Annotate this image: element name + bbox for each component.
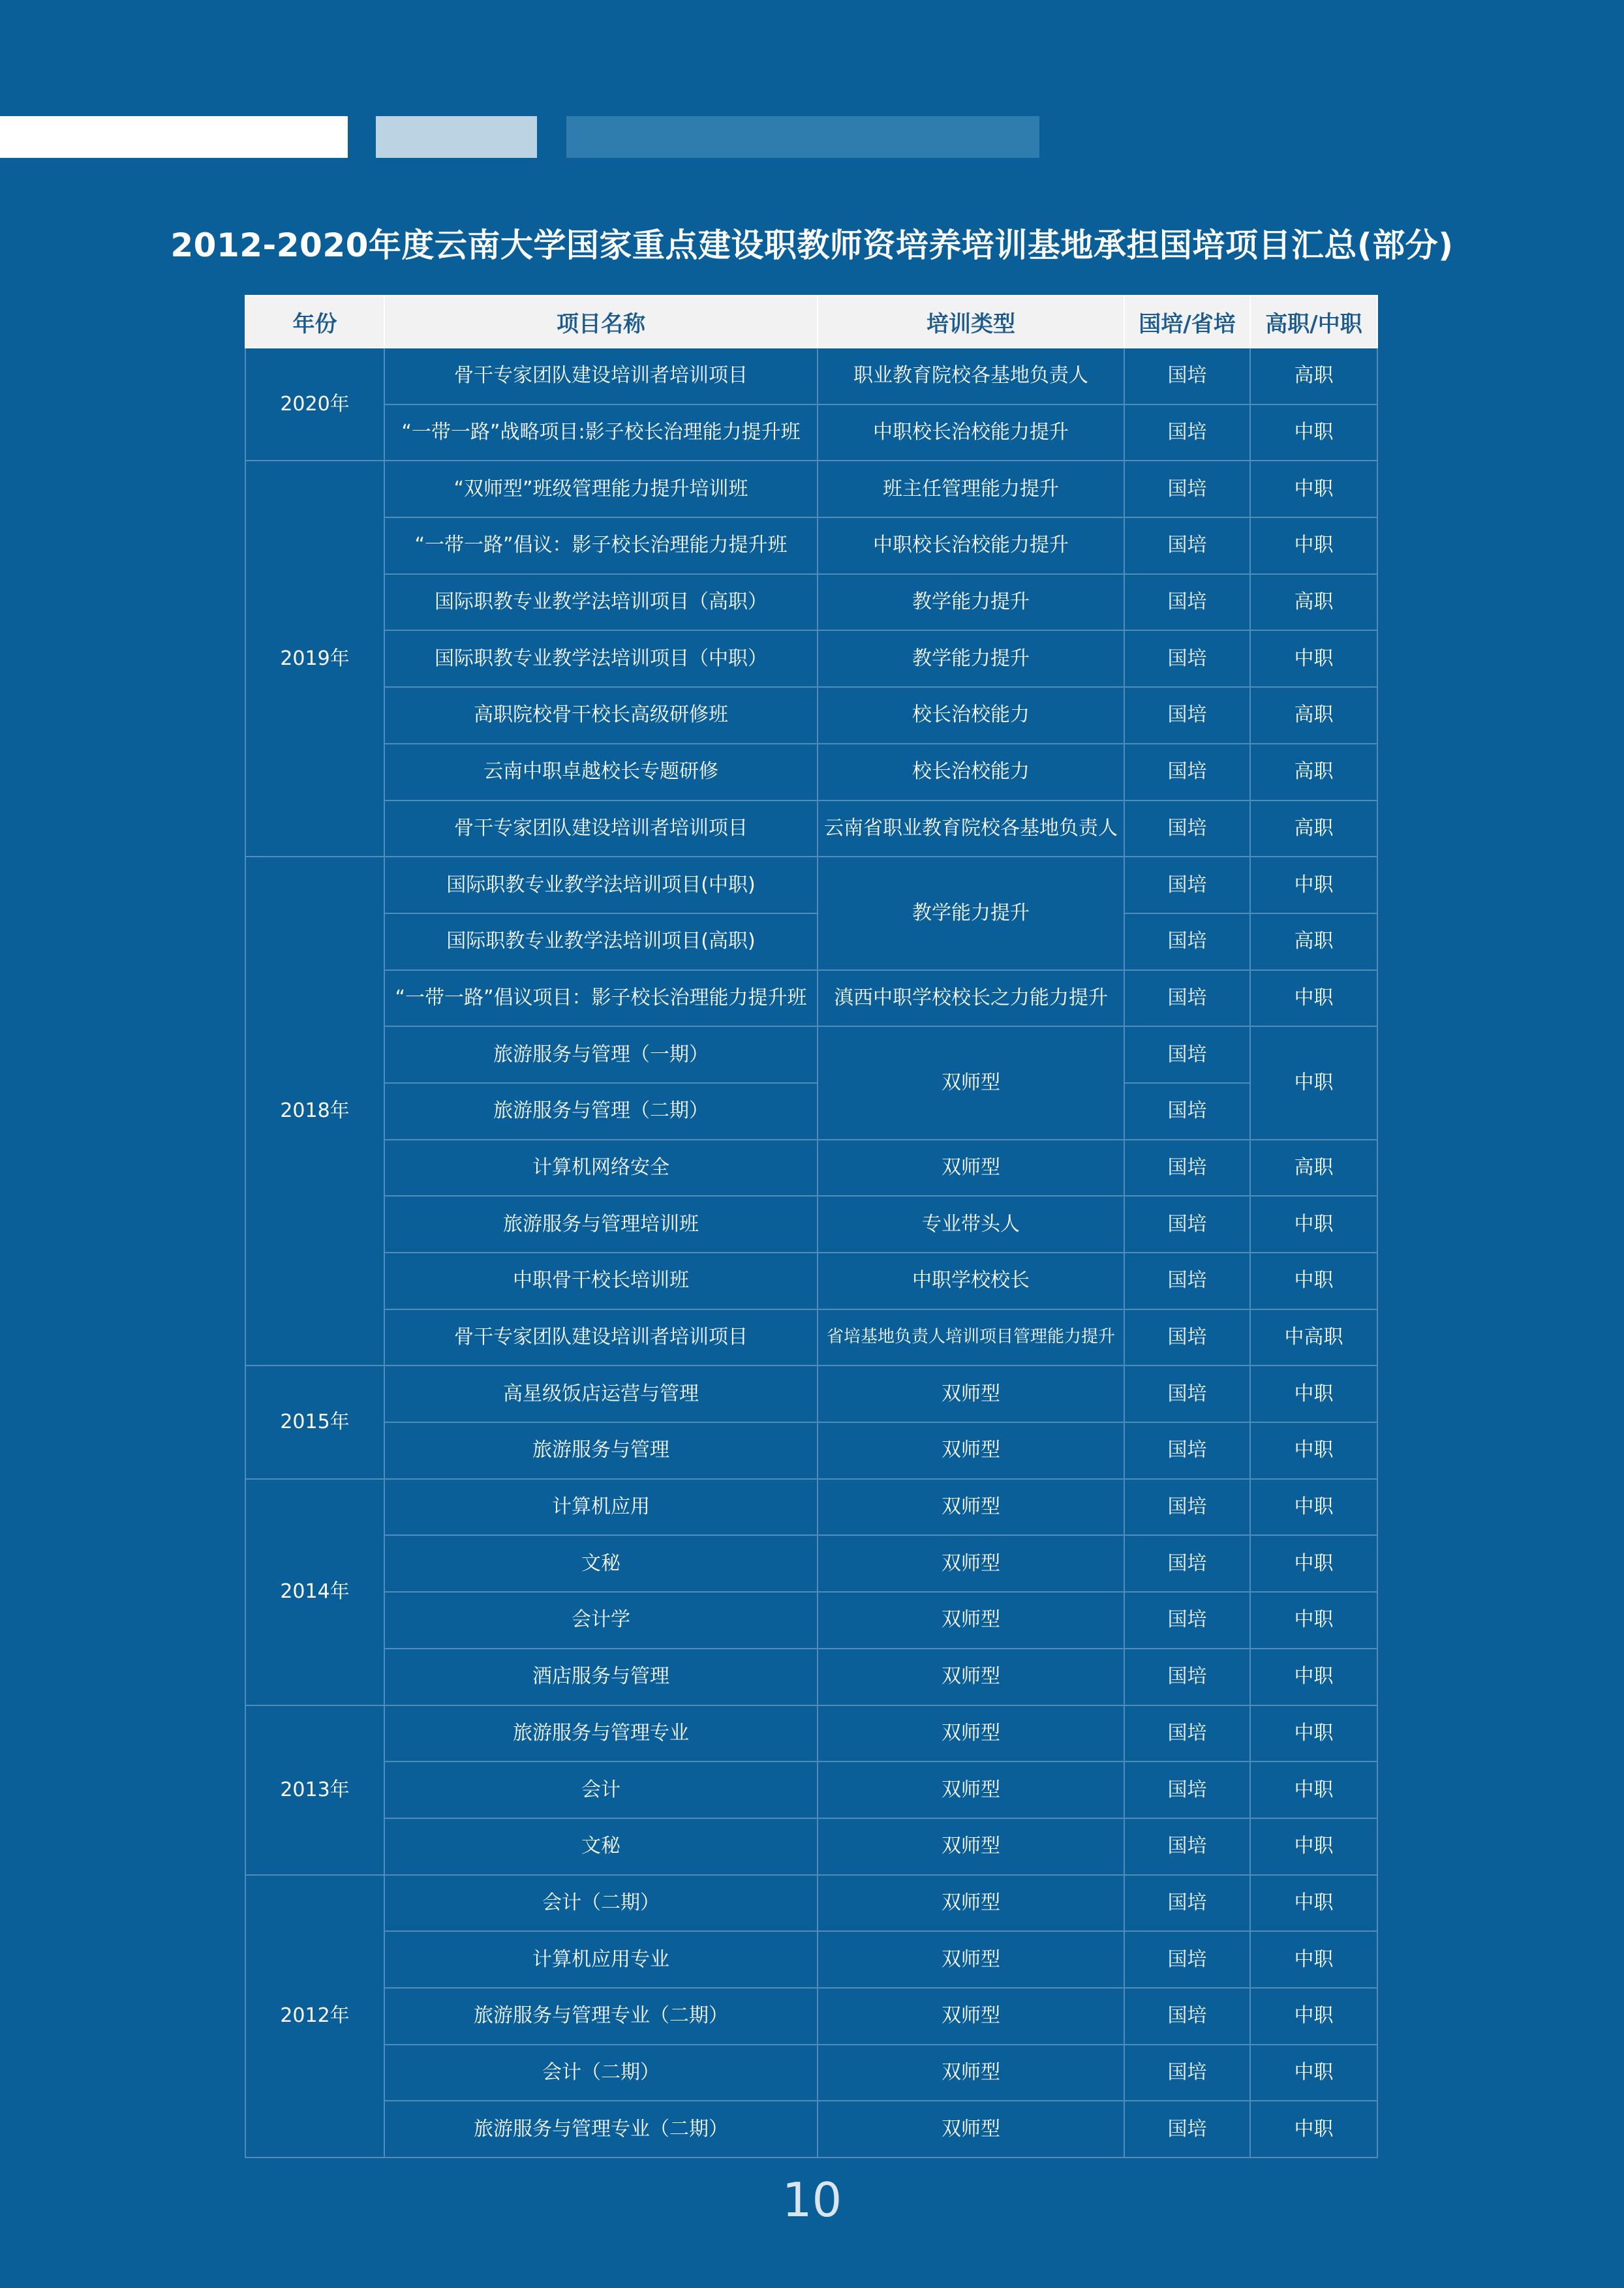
level-cell: 中职 (1250, 1479, 1377, 1536)
training-type-cell: 中职学校校长 (818, 1253, 1124, 1309)
table-row (245, 1422, 1377, 1479)
national-provincial-cell: 国培 (1124, 1479, 1250, 1536)
training-type-cell: 教学能力提升 (818, 630, 1124, 687)
national-provincial-cell: 国培 (1124, 1140, 1250, 1197)
training-type-cell: 双师型 (818, 1026, 1124, 1139)
header-bar-white (0, 116, 348, 158)
project-name-cell: 文秘 (384, 1818, 818, 1875)
table-row (245, 1253, 1377, 1309)
table-row (245, 1705, 1377, 1762)
table-row (245, 1535, 1377, 1592)
training-type-cell: 中职校长治校能力提升 (818, 517, 1124, 574)
level-cell: 高职 (1250, 574, 1377, 631)
level-cell: 中职 (1250, 1649, 1377, 1705)
training-type-cell: 双师型 (818, 1875, 1124, 1932)
level-cell: 中职 (1250, 1253, 1377, 1309)
training-type-cell: 双师型 (818, 1535, 1124, 1592)
table-header-row (245, 296, 1377, 348)
header-year: 年份 (245, 296, 384, 348)
header-level: 高职/中职 (1250, 296, 1377, 348)
national-provincial-cell: 国培 (1124, 574, 1250, 631)
level-cell: 中职 (1250, 1365, 1377, 1422)
training-type-cell: 省培基地负责人培训项目管理能力提升 (818, 1309, 1124, 1366)
level-cell: 中职 (1250, 461, 1377, 517)
year-cell: 2014年 (245, 1479, 384, 1705)
project-name-cell: 计算机网络安全 (384, 1140, 818, 1197)
table-row (245, 1140, 1377, 1197)
project-name-cell: 国际职教专业教学法培训项目（高职） (384, 574, 818, 631)
project-name-cell: 文秘 (384, 1535, 818, 1592)
header-national-provincial: 国培/省培 (1124, 296, 1250, 348)
table-row (245, 461, 1377, 517)
project-name-cell: “双师型”班级管理能力提升培训班 (384, 461, 818, 517)
table-row (245, 970, 1377, 1027)
table-row (245, 801, 1377, 857)
level-cell: 中职 (1250, 2045, 1377, 2101)
table-row (245, 1026, 1377, 1083)
projects-table (245, 295, 1378, 2158)
table-row (245, 1196, 1377, 1253)
header-bar-mid (566, 116, 1039, 158)
training-type-cell: 双师型 (818, 1762, 1124, 1818)
project-name-cell: 会计 (384, 1762, 818, 1818)
training-type-cell: 双师型 (818, 1931, 1124, 1988)
national-provincial-cell: 国培 (1124, 348, 1250, 404)
projects-table-container (245, 295, 1377, 2158)
national-provincial-cell: 国培 (1124, 630, 1250, 687)
training-type-cell: 教学能力提升 (818, 574, 1124, 631)
table-row (245, 913, 1377, 970)
national-provincial-cell: 国培 (1124, 1309, 1250, 1366)
training-type-cell: 双师型 (818, 1422, 1124, 1479)
project-name-cell: 骨干专家团队建设培训者培训项目 (384, 801, 818, 857)
project-name-cell: 酒店服务与管理 (384, 1649, 818, 1705)
level-cell: 高职 (1250, 348, 1377, 404)
level-cell: 高职 (1250, 1140, 1377, 1197)
year-cell: 2015年 (245, 1365, 384, 1478)
project-name-cell: 旅游服务与管理（一期） (384, 1026, 818, 1083)
table-row (245, 2101, 1377, 2158)
table-row (245, 348, 1377, 404)
page-title: 2012-2020年度云南大学国家重点建设职教师资培养培训基地承担国培项目汇总(部分) (170, 226, 1454, 264)
national-provincial-cell: 国培 (1124, 687, 1250, 744)
national-provincial-cell: 国培 (1124, 857, 1250, 913)
national-provincial-cell: 国培 (1124, 1705, 1250, 1762)
level-cell: 中职 (1250, 1535, 1377, 1592)
project-name-cell: 旅游服务与管理（二期） (384, 1083, 818, 1140)
project-name-cell: 会计（二期） (384, 1875, 818, 1932)
project-name-cell: 旅游服务与管理专业（二期） (384, 2101, 818, 2158)
level-cell: 中职 (1250, 630, 1377, 687)
training-type-cell: 云南省职业教育院校各基地负责人 (818, 801, 1124, 857)
level-cell: 中职 (1250, 1592, 1377, 1649)
training-type-cell: 双师型 (818, 1818, 1124, 1875)
project-name-cell: 计算机应用 (384, 1479, 818, 1536)
national-provincial-cell: 国培 (1124, 1196, 1250, 1253)
level-cell: 中职 (1250, 1762, 1377, 1818)
table-row (245, 517, 1377, 574)
training-type-cell: 职业教育院校各基地负责人 (818, 348, 1124, 404)
level-cell: 中职 (1250, 404, 1377, 461)
national-provincial-cell: 国培 (1124, 913, 1250, 970)
project-name-cell: 云南中职卓越校长专题研修 (384, 744, 818, 801)
training-type-cell: 中职校长治校能力提升 (818, 404, 1124, 461)
training-type-cell: 双师型 (818, 1479, 1124, 1536)
project-name-cell: 中职骨干校长培训班 (384, 1253, 818, 1309)
training-type-cell: 双师型 (818, 1649, 1124, 1705)
level-cell: 中高职 (1250, 1309, 1377, 1366)
training-type-cell: 班主任管理能力提升 (818, 461, 1124, 517)
level-cell: 中职 (1250, 1422, 1377, 1479)
project-name-cell: 骨干专家团队建设培训者培训项目 (384, 1309, 818, 1366)
national-provincial-cell: 国培 (1124, 2101, 1250, 2158)
year-cell: 2019年 (245, 461, 384, 857)
level-cell: 中职 (1250, 517, 1377, 574)
table-row (245, 404, 1377, 461)
national-provincial-cell: 国培 (1124, 404, 1250, 461)
project-name-cell: 计算机应用专业 (384, 1931, 818, 1988)
header-bar-light (376, 116, 537, 158)
national-provincial-cell: 国培 (1124, 1875, 1250, 1932)
level-cell: 高职 (1250, 687, 1377, 744)
table-row (245, 1479, 1377, 1536)
national-provincial-cell: 国培 (1124, 1365, 1250, 1422)
table-row (245, 1592, 1377, 1649)
training-type-cell: 专业带头人 (818, 1196, 1124, 1253)
table-row (245, 687, 1377, 744)
training-type-cell: 双师型 (818, 2101, 1124, 2158)
national-provincial-cell: 国培 (1124, 1592, 1250, 1649)
national-provincial-cell: 国培 (1124, 1762, 1250, 1818)
project-name-cell: 骨干专家团队建设培训者培训项目 (384, 348, 818, 404)
project-name-cell: 高星级饭店运营与管理 (384, 1365, 818, 1422)
table-body (245, 348, 1377, 2158)
national-provincial-cell: 国培 (1124, 744, 1250, 801)
level-cell: 高职 (1250, 801, 1377, 857)
level-cell: 中职 (1250, 1705, 1377, 1762)
table-row (245, 574, 1377, 631)
training-type-cell: 双师型 (818, 1592, 1124, 1649)
national-provincial-cell: 国培 (1124, 517, 1250, 574)
level-cell: 中职 (1250, 1196, 1377, 1253)
year-cell: 2018年 (245, 857, 384, 1365)
project-name-cell: 旅游服务与管理 (384, 1422, 818, 1479)
national-provincial-cell: 国培 (1124, 1931, 1250, 1988)
national-provincial-cell: 国培 (1124, 461, 1250, 517)
table-row (245, 1818, 1377, 1875)
table-row (245, 1365, 1377, 1422)
project-name-cell: 旅游服务与管理专业（二期） (384, 1988, 818, 2045)
training-type-cell: 双师型 (818, 1988, 1124, 2045)
level-cell: 中职 (1250, 970, 1377, 1027)
national-provincial-cell: 国培 (1124, 1083, 1250, 1140)
national-provincial-cell: 国培 (1124, 970, 1250, 1027)
table-row (245, 2045, 1377, 2101)
level-cell: 中职 (1250, 1818, 1377, 1875)
project-name-cell: 旅游服务与管理专业 (384, 1705, 818, 1762)
table-row (245, 630, 1377, 687)
level-cell: 中职 (1250, 1931, 1377, 1988)
table-row (245, 1762, 1377, 1818)
project-name-cell: 国际职教专业教学法培训项目(中职) (384, 857, 818, 913)
national-provincial-cell: 国培 (1124, 801, 1250, 857)
project-name-cell: 会计学 (384, 1592, 818, 1649)
training-type-cell: 教学能力提升 (818, 857, 1124, 969)
table-row (245, 1649, 1377, 1705)
national-provincial-cell: 国培 (1124, 1422, 1250, 1479)
level-cell: 中职 (1250, 1875, 1377, 1932)
table-row (245, 744, 1377, 801)
table-row (245, 857, 1377, 913)
national-provincial-cell: 国培 (1124, 1988, 1250, 2045)
table-row (245, 1875, 1377, 1932)
table-row (245, 1083, 1377, 1140)
level-cell: 中职 (1250, 2101, 1377, 2158)
project-name-cell: “一带一路”倡议：影子校长治理能力提升班 (384, 517, 818, 574)
level-cell: 高职 (1250, 744, 1377, 801)
level-cell: 中职 (1250, 1026, 1377, 1139)
project-name-cell: “一带一路”倡议项目：影子校长治理能力提升班 (384, 970, 818, 1027)
table-row (245, 1931, 1377, 1988)
table-row (245, 1988, 1377, 2045)
training-type-cell: 校长治校能力 (818, 744, 1124, 801)
project-name-cell: 国际职教专业教学法培训项目(高职) (384, 913, 818, 970)
page-number: 10 (782, 2173, 842, 2227)
project-name-cell: 旅游服务与管理培训班 (384, 1196, 818, 1253)
level-cell: 中职 (1250, 1988, 1377, 2045)
level-cell: 高职 (1250, 913, 1377, 970)
training-type-cell: 双师型 (818, 2045, 1124, 2101)
national-provincial-cell: 国培 (1124, 2045, 1250, 2101)
project-name-cell: 国际职教专业教学法培训项目（中职） (384, 630, 818, 687)
training-type-cell: 双师型 (818, 1365, 1124, 1422)
year-cell: 2020年 (245, 348, 384, 461)
national-provincial-cell: 国培 (1124, 1253, 1250, 1309)
header-training-type: 培训类型 (818, 296, 1124, 348)
header-project-name: 项目名称 (384, 296, 818, 348)
project-name-cell: “一带一路”战略项目:影子校长治理能力提升班 (384, 404, 818, 461)
year-cell: 2013年 (245, 1705, 384, 1875)
national-provincial-cell: 国培 (1124, 1026, 1250, 1083)
training-type-cell: 双师型 (818, 1705, 1124, 1762)
training-type-cell: 滇西中职学校校长之力能力提升 (818, 970, 1124, 1027)
project-name-cell: 高职院校骨干校长高级研修班 (384, 687, 818, 744)
table-row (245, 1309, 1377, 1366)
level-cell: 中职 (1250, 857, 1377, 913)
national-provincial-cell: 国培 (1124, 1649, 1250, 1705)
national-provincial-cell: 国培 (1124, 1535, 1250, 1592)
national-provincial-cell: 国培 (1124, 1818, 1250, 1875)
training-type-cell: 校长治校能力 (818, 687, 1124, 744)
training-type-cell: 双师型 (818, 1140, 1124, 1197)
year-cell: 2012年 (245, 1875, 384, 2158)
project-name-cell: 会计（二期） (384, 2045, 818, 2101)
